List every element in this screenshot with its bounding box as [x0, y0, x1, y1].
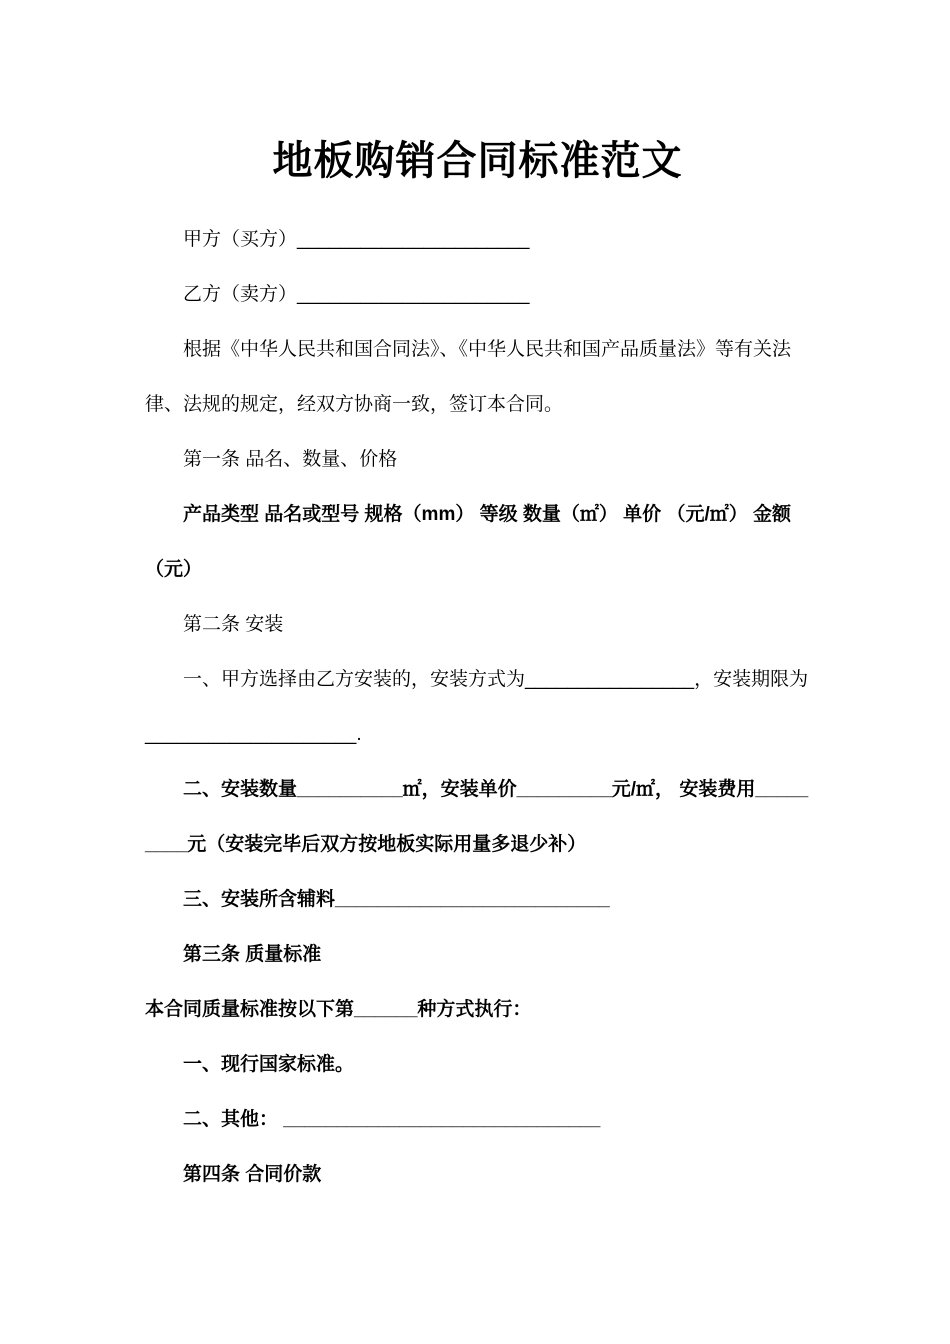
paragraph-12: 一、现行国家标准。 [183, 1054, 355, 1075]
paragraph-11: 本合同质量标准按以下第______种方式执行： [145, 999, 532, 1020]
paragraph-14: 第四条 合同价款 [183, 1164, 322, 1185]
paragraph-7: 一、甲方选择由乙方安装的，安装方式为________________，安装期限为____________________. [145, 669, 809, 745]
paragraph-10: 第三条 质量标准 [183, 944, 322, 965]
paragraph-4: 第一条 品名、数量、价格 [183, 449, 398, 470]
document-title: 地板购销合同标准范文 [272, 139, 683, 183]
paragraph-9: 三、安装所含辅料__________________________ [183, 889, 610, 910]
paragraph-8: 二、安装数量__________㎡，安装单价_________元/㎡， 安装费用_________元（安装完毕后双方按地板实际用量多退少补） [145, 779, 809, 855]
paragraph-13: 二、其他： ______________________________ [183, 1109, 601, 1130]
paragraph-1: 甲方（买方）______________________ [183, 229, 530, 250]
paragraph-3: 根据《中华人民共和国合同法》、《中华人民共和国产品质量法》等有关法律、法规的规定，经双方协商一致，签订本合同。 [145, 339, 792, 415]
document-body [145, 212, 810, 1202]
paragraph-5: 产品类型 品名或型号 规格（mm） 等级 数量（㎡） 单价 （元/㎡） 金额 （元） [145, 504, 792, 580]
paragraph-6: 第二条 安装 [183, 614, 284, 635]
paragraph-2: 乙方（卖方）______________________ [183, 284, 530, 305]
